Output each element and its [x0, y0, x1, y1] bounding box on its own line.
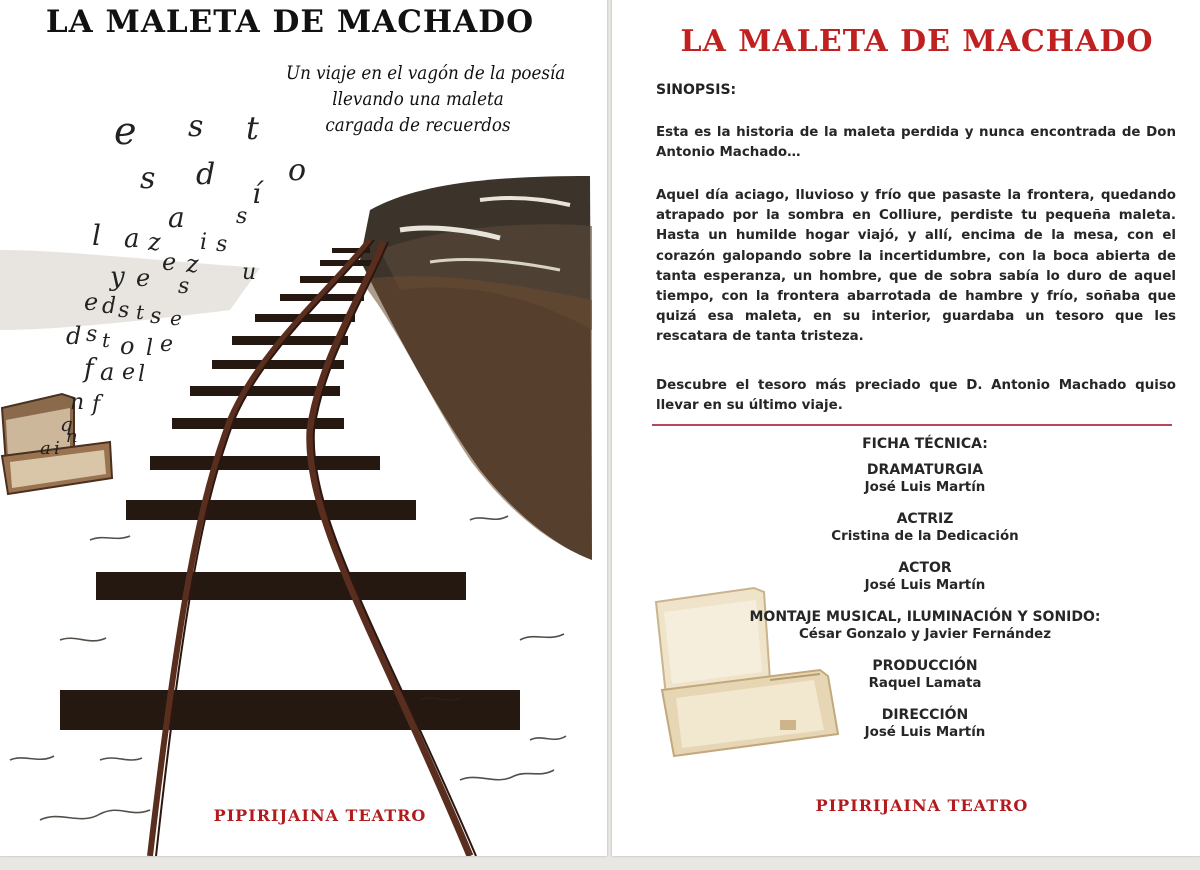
credit-role: ACTRIZ	[896, 511, 954, 527]
poster-title: LA MALETA DE MACHADO	[45, 4, 535, 40]
company-name: PIPIRIJAINA TEATRO	[815, 796, 1029, 815]
tagline-line: cargada de recuerdos	[325, 114, 511, 136]
tagline-line: llevando una maleta	[332, 88, 504, 110]
credit-role: DIRECCIÓN	[881, 707, 969, 723]
poster-company-name: PIPIRIJAINA TEATRO	[213, 806, 427, 825]
credit-name: José Luis Martín	[864, 725, 986, 740]
synopsis-title: LA MALETA DE MACHADO	[680, 24, 1154, 59]
credit-name: Raquel Lamata	[868, 676, 982, 691]
poster-page: LA MALETA DE MACHADO Un viaje en el vagón de la poesía llevando una maleta cargada de recuerdos e s t o s d í a s l a z i s e z u y e s e d s t s e d s t o l e f a e l n f q n a i PIPIRIJAINA TEATRO	[0, 0, 607, 856]
synopsis-page	[612, 0, 1200, 856]
credit-entry	[690, 707, 1160, 741]
credit-name: José Luis Martín	[864, 578, 986, 593]
poster-tagline	[286, 60, 566, 138]
synopsis-label: SINOPSIS:	[656, 82, 737, 98]
synopsis-paragraph: Descubre el tesoro más preciado que D. Antonio Machado quiso llevar en su último viaje.	[656, 378, 1176, 414]
credit-entry	[690, 609, 1160, 643]
section-divider	[652, 424, 1172, 426]
credit-entry	[690, 658, 1160, 692]
technical-sheet-heading: FICHA TÉCNICA:	[862, 436, 988, 452]
credit-role: DRAMATURGIA	[866, 462, 984, 478]
credit-name: Cristina de la Dedicación	[831, 529, 1019, 544]
credit-name: César Gonzalo y Javier Fernández	[798, 627, 1052, 642]
tagline-line: Un viaje en el vagón de la poesía	[286, 62, 566, 84]
technical-sheet	[690, 434, 1160, 756]
credit-name: José Luis Martín	[864, 480, 986, 495]
synopsis-paragraph: Esta es la historia de la maleta perdida y nunca encontrada de Don Antonio Machado…	[656, 125, 1176, 161]
credit-entry	[690, 462, 1160, 496]
synopsis-paragraph: Aquel día aciago, lluvioso y frío que pasaste la frontera, quedando atrapado por la sombra en Colliure, perdiste tu pequeña maleta. Hasta un humilde hogar viajó, y allí, encima de la mesa, con el corazón galopando sobre la incertidumbre, con la boca abierta de tanta esperanza, un hombre, que de sobra sabía lo duro de aquel tiempo, con la frontera abarrotada de hambre y frío, soñaba que quizá esa maleta, en su interior, guardaba un tesoro que les rescatara de tanta tristeza.	[656, 188, 1176, 345]
credit-role: ACTOR	[898, 560, 952, 576]
credit-role: PRODUCCIÓN	[872, 658, 978, 674]
credit-role: MONTAJE MUSICAL, ILUMINACIÓN Y SONIDO:	[749, 609, 1101, 625]
credit-entry	[690, 511, 1160, 545]
credit-entry	[690, 560, 1160, 594]
